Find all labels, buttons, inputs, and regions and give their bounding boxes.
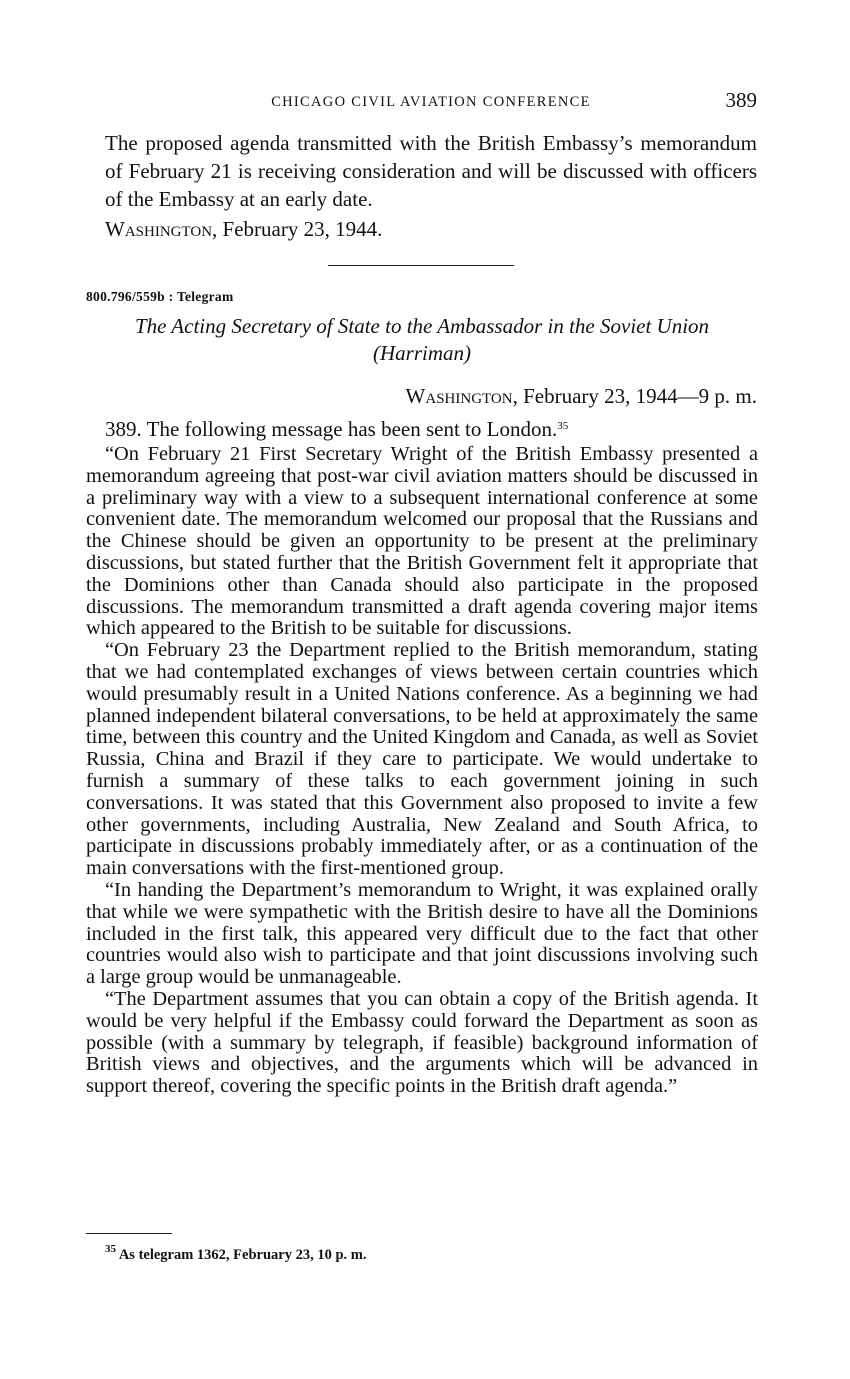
quoted-paragraph: “On February 21 First Secretary Wright of the British Embassy presented a memorandum agreeing that post-war civil aviation matters should be discussed in a preliminary way with a view to a subsequent international conference at some convenient date. The memorandum welcomed our proposal that the Russians and the Chinese should be given an opportunity to be present at the preliminary discussions, but stated further that the British Government felt it appropriate that the Dominions other than Canada should also participate in the proposed discussions. The memorandum transmitted a draft agenda covering major items which appeared to the British to be suitable for discussions. xyxy=(86,443,758,640)
telegram-dateline-place: Washington xyxy=(405,384,513,408)
footnote-divider xyxy=(86,1233,172,1234)
footnote xyxy=(105,1243,367,1264)
opening-dateline-date: , February 23, 1944. xyxy=(212,217,383,241)
page-number: 389 xyxy=(725,88,757,112)
quoted-message xyxy=(86,444,758,1098)
opening-paragraph: The proposed agenda transmitted with the British Embassy’s memorandum of February 21 is receiving consideration and will be discussed with officers of the Embassy at an early date. xyxy=(105,131,757,211)
message-text: 389. The following message has been sent to London. xyxy=(105,417,558,441)
footnote-text: As telegram 1362, February 23, 10 p. m. xyxy=(118,1247,367,1263)
running-title: CHICAGO CIVIL AVIATION CONFERENCE xyxy=(271,94,591,110)
message-line xyxy=(105,412,568,443)
opening-dateline-place: Washington xyxy=(105,217,213,241)
document-title: The Acting Secretary of State to the Ambassador in the Soviet Union (Harriman) xyxy=(134,314,710,365)
footnote-reference[interactable]: 35 xyxy=(557,420,569,432)
telegram-dateline-date: , February 23, 1944—9 p. m. xyxy=(512,384,757,408)
telegram-dateline xyxy=(406,382,757,410)
section-divider xyxy=(328,265,514,266)
quoted-paragraph: “The Department assumes that you can obtain a copy of the British agenda. It would be very helpful if the Embassy could forward the Department as soon as possible (with a summary by telegraph, if feasible) background information of British views and objectives, and the arguments which will be advanced in support thereof, covering the specific points in the British draft agenda.” xyxy=(86,987,758,1098)
file-reference: 800.796/559b : Telegram xyxy=(86,289,234,304)
opening-dateline xyxy=(105,215,382,243)
footnote-marker: 35 xyxy=(105,1243,116,1255)
page-header xyxy=(105,88,757,118)
quoted-paragraph: “On February 23 the Department replied to the British memorandum, stating that we had contemplated exchanges of views between certain countries which would presumably result in a United Nations conference. As a beginning we had planned independent bilateral conversations, to be held at approximately the same time, between this country and the United Kingdom and Canada, as well as Soviet Russia, China and Brazil if they care to participate. We would undertake to furnish a summary of these talks to each government joining in such conversations. It was stated that this Government also proposed to invite a few other governments, including Australia, New Zealand and South Africa, to participate in discussions probably immediately after, or as a continuation of the main conversations with the first-mentioned group. xyxy=(86,639,758,880)
quoted-paragraph: “In handing the Department’s memorandum to Wright, it was explained orally that while we were sympathetic with the British desire to have all the Dominions included in the first talk, this appeared very difficult due to the fact that other countries would also wish to participate and that joint discussions involving such a large group would be unmanageable. xyxy=(86,878,758,989)
